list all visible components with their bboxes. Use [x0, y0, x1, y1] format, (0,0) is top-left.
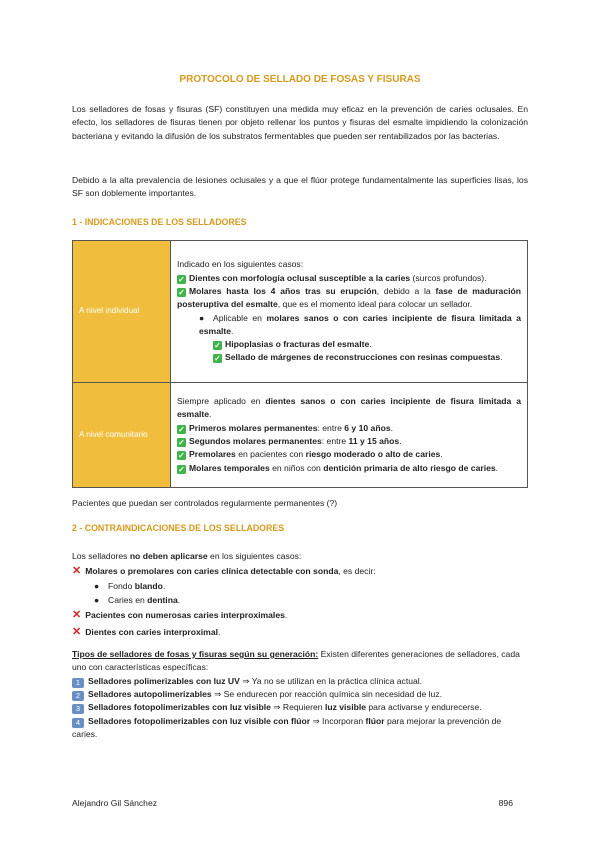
page-number: 896	[498, 798, 513, 808]
list-item: ✓ Primeros molares permanentes: entre 6 y 10 años.	[178, 422, 393, 434]
check-icon: ✓	[178, 274, 185, 284]
types-heading: Tipos de selladores de fosas y fisuras según su generación: Existen diferentes generaciones de selladores, cada uno con características específicas:	[72, 649, 520, 673]
row-label-individual: A nivel individual	[73, 241, 171, 383]
footer	[72, 797, 528, 810]
list-item: ✓ Molares temporales en niños con dentición primaria de alto riesgo de caries.	[178, 462, 499, 474]
row-label-community: A nivel comunitario	[73, 383, 171, 488]
check-icon: ✓	[214, 341, 221, 351]
list-item: ✓ Hipoplasias o fracturas del esmalte.	[214, 339, 372, 351]
list-item: ✓ Segundos molares permanentes: entre 11 y 15 años.	[178, 436, 402, 447]
number-2-icon: 2	[72, 691, 84, 701]
check-icon: ✓	[178, 287, 185, 297]
check-icon: ✓	[178, 438, 185, 447]
list-item: 2 Selladores autopolimerizables ⇒ Se endurecen por reacción química sin necesidad de luz.	[72, 688, 528, 701]
number-1-icon: 1	[72, 678, 84, 688]
number-3-icon: 3	[72, 704, 84, 714]
section1-heading: 1 - INDICACIONES DE LOS SELLADORES	[72, 217, 247, 227]
list-item: ✕ Dientes con caries interproximal.	[72, 626, 221, 639]
table-row	[73, 383, 528, 488]
contra-intro: Los selladores no deben aplicarse en los siguientes casos:	[72, 551, 302, 561]
page-title: PROTOCOLO DE SELLADO DE FOSAS Y FISURAS	[179, 74, 421, 85]
after-table-note: Pacientes que puedan ser controlados regularmente permanentes (?)	[72, 498, 338, 508]
indications-table	[72, 240, 528, 488]
list-item: 4 Selladores fotopolimerizables con luz visible con flúor ⇒ Incorporan flúor para mejorar la prevención de caries.	[72, 715, 502, 739]
check-icon: ✓	[178, 464, 185, 474]
section2-heading: 2 - CONTRAINDICACIONES DE LOS SELLADORES	[72, 523, 285, 533]
list-item: ✓ Premolares en pacientes con riesgo moderado o alto de caries.	[178, 449, 443, 461]
footer-author: Alejandro Gil Sánchez	[72, 798, 158, 808]
list-item: ✓ Sellado de márgenes de reconstrucciones con resinas compuestas.	[214, 352, 503, 364]
list-item: ✕ Molares o premolares con caries clínica detectable con sonda, es decir:	[72, 565, 376, 578]
list-item: ✓ Molares hasta los 4 años tras su erupción, debido a la fase de maduración posteruptiva del esmalte, que es el momento ideal para colocar un sellador.	[177, 285, 521, 310]
list-item: ● Caries en dentina.	[94, 594, 181, 605]
cross-icon: ✕	[72, 608, 82, 621]
table-row	[73, 241, 528, 383]
list-item: ● Fondo blando.	[94, 581, 166, 592]
row-content-community	[171, 383, 528, 488]
list-item: ✕ Pacientes con numerosas caries interproximales.	[72, 608, 288, 621]
list-item: ✓ Dientes con morfología oclusal susceptible a la caries (surcos profundos).	[178, 272, 487, 284]
number-4-icon: 4	[72, 718, 84, 728]
row-content-individual	[171, 241, 528, 383]
intro-paragraph-1: Los selladores de fosas y fisuras (SF) constituyen una medida muy eficaz en la prevención de caries oclusales. En efecto, los selladores de fisuras tienen por objeto rellenar los puntos y fisuras del esmalte impidiendo la colonización bacteriana y evitando la difusión de los substratos fermentables que pueden ser rentabilizados por las bacterias.	[72, 104, 528, 141]
check-icon: ✓	[178, 451, 185, 461]
check-icon: ✓	[214, 354, 221, 364]
intro-paragraph-2: Debido a la alta prevalencia de lesiones oclusales y a que el flúor protege fundamentalmente las superficies lisas, los SF son doblemente importantes.	[72, 175, 528, 199]
list-item: 3 Selladores fotopolimerizables con luz visible ⇒ Requieren luz visible para activarse y endurecerse.	[72, 701, 528, 714]
cross-icon: ✕	[72, 626, 82, 639]
row1-intro: Indicado en los siguientes casos:	[177, 259, 304, 270]
list-item: 1 Selladores polimerizables con luz UV ⇒ Ya no se utilizan en la práctica clínica actual.	[72, 675, 528, 688]
contraindications-list	[72, 550, 528, 641]
list-item: ● Aplicable en molares sanos o con caries incipiente de fisura limitada a esmalte.	[199, 312, 521, 336]
sealant-types	[72, 648, 528, 741]
cross-icon: ✕	[72, 565, 82, 578]
check-icon: ✓	[178, 424, 185, 434]
row2-intro: Siempre aplicado en dientes sanos o con caries incipiente de fisura limitada a esmalte.	[177, 396, 521, 420]
